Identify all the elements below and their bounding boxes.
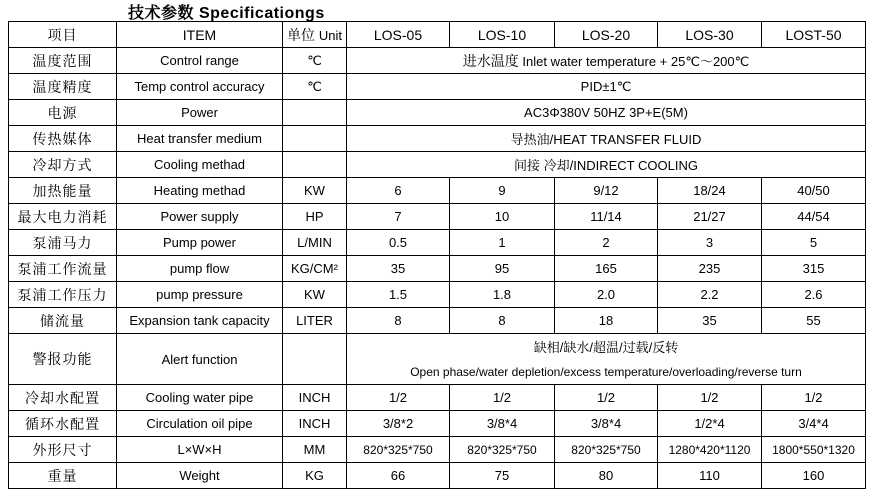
row-value: 55 [762,308,866,334]
row-value: 10 [450,204,555,230]
table-row [9,230,866,256]
header-model-5: LOST-50 [762,22,866,48]
row-unit: INCH [283,385,347,411]
table-row [9,437,866,463]
row-value: 2.0 [555,282,658,308]
row-value: 1800*550*1320 [762,437,866,463]
row-label-cn: 泵浦工作流量 [9,256,117,282]
row-label-cn: 加热能量 [9,178,117,204]
table-row [9,334,866,360]
row-value: 35 [658,308,762,334]
table-row [9,282,866,308]
row-label-en: pump pressure [117,282,283,308]
row-label-en: Cooling methad [117,152,283,178]
row-value: 35 [347,256,450,282]
table-row [9,308,866,334]
row-value: 75 [450,463,555,489]
row-label-cn: 传热媒体 [9,126,117,152]
header-unit-cn: 单位 [286,26,315,43]
row-label-en: Control range [117,48,283,74]
row-unit [283,126,347,152]
page-title [128,0,325,23]
row-span-value: 导热油/HEAT TRANSFER FLUID [347,126,866,152]
row-unit [283,100,347,126]
specifications-table [8,21,866,489]
row-value: 18 [555,308,658,334]
row-span-value: 间接 冷却/INDIRECT COOLING [347,152,866,178]
row-label-en: Cooling water pipe [117,385,283,411]
row-value: 1/2*4 [658,411,762,437]
table-row [9,126,866,152]
row-value: 2.6 [762,282,866,308]
row-value: 11/14 [555,204,658,230]
row-label-cn: 温度精度 [9,74,117,100]
header-item-en: ITEM [117,22,283,48]
page-title-en: Specificationgs [198,5,325,22]
row-unit: L/MIN [283,230,347,256]
header-model-4: LOS-30 [658,22,762,48]
row-label-cn: 泵浦马力 [9,230,117,256]
header-model-1: LOS-05 [347,22,450,48]
row-value: 820*325*750 [450,437,555,463]
row-value: 8 [450,308,555,334]
row-label-en: Pump power [117,230,283,256]
table-row [9,48,866,74]
row-label-en: Heat transfer medium [117,126,283,152]
row-label-cn: 冷却方式 [9,152,117,178]
row-label-cn: 储流量 [9,308,117,334]
row-unit: KG [283,463,347,489]
row-unit: ℃ [283,74,347,100]
row-label-en: Power supply [117,204,283,230]
table-row [9,385,866,411]
row-value: 160 [762,463,866,489]
row-value: 1/2 [658,385,762,411]
row-unit: KW [283,178,347,204]
row-unit [283,152,347,178]
table-row [9,100,866,126]
row-label-en: Temp control accuracy [117,74,283,100]
row-span-value: PID±1℃ [347,74,866,100]
page-title-cn: 技术参数 [128,5,195,22]
row-unit: MM [283,437,347,463]
table-header-row [9,22,866,48]
row-value: 40/50 [762,178,866,204]
table-row [9,256,866,282]
row-label-cn: 循环水配置 [9,411,117,437]
row-value: 110 [658,463,762,489]
row-label-cn: 外形尺寸 [9,437,117,463]
row-label-cn: 冷却水配置 [9,385,117,411]
row-label-cn: 最大电力消耗 [9,204,117,230]
row-unit: LITER [283,308,347,334]
row-value: 0.5 [347,230,450,256]
row-value: 315 [762,256,866,282]
row-value: 820*325*750 [347,437,450,463]
row-value: 8 [347,308,450,334]
row-value: 1280*420*1120 [658,437,762,463]
row-label-en: Circulation oil pipe [117,411,283,437]
row-label-en: Weight [117,463,283,489]
row-span-value-cn: 进水温度 [462,52,519,69]
row-value: 2.2 [658,282,762,308]
row-value: 3/4*4 [762,411,866,437]
row-label-en: pump flow [117,256,283,282]
header-unit [283,22,347,48]
row-label-en: Power [117,100,283,126]
row-value: 3 [658,230,762,256]
row-span-value-en: Inlet water temperature + 25℃～200℃ [522,53,750,69]
table-row [9,463,866,489]
row-label-cn: 电源 [9,100,117,126]
row-value: 80 [555,463,658,489]
row-label-cn: 警报功能 [9,334,117,385]
table-row [9,178,866,204]
table-row [9,152,866,178]
row-span-value-cn: 缺相/缺水/超温/过载/反转 [347,334,866,360]
row-label-cn: 泵浦工作压力 [9,282,117,308]
header-unit-en: Unit [318,27,342,43]
row-value: 1/2 [555,385,658,411]
row-value: 9 [450,178,555,204]
table-row [9,74,866,100]
row-span-value: AC3Φ380V 50HZ 3P+E(5M) [347,100,866,126]
table-row [9,411,866,437]
row-value: 7 [347,204,450,230]
row-unit: ℃ [283,48,347,74]
row-value: 18/24 [658,178,762,204]
header-model-3: LOS-20 [555,22,658,48]
row-unit: INCH [283,411,347,437]
row-value: 21/27 [658,204,762,230]
row-value: 1.8 [450,282,555,308]
row-value: 44/54 [762,204,866,230]
row-label-en: L×W×H [117,437,283,463]
row-value: 165 [555,256,658,282]
row-label-cn: 重量 [9,463,117,489]
row-value: 2 [555,230,658,256]
row-value: 820*325*750 [555,437,658,463]
row-span-value [347,48,866,74]
row-label-cn: 温度范围 [9,48,117,74]
row-value: 3/8*2 [347,411,450,437]
row-span-value-en: Open phase/water depletion/excess temperature/overloading/reverse turn [347,359,866,385]
table-row [9,204,866,230]
row-value: 95 [450,256,555,282]
row-value: 1/2 [450,385,555,411]
row-label-en: Alert function [117,334,283,385]
row-unit: HP [283,204,347,230]
header-model-2: LOS-10 [450,22,555,48]
row-value: 235 [658,256,762,282]
row-value: 5 [762,230,866,256]
row-label-en: Expansion tank capacity [117,308,283,334]
row-value: 6 [347,178,450,204]
row-value: 66 [347,463,450,489]
row-unit [283,334,347,385]
header-item-cn: 项目 [9,22,117,48]
row-value: 1/2 [762,385,866,411]
row-unit: KW [283,282,347,308]
row-value: 1 [450,230,555,256]
row-value: 3/8*4 [555,411,658,437]
row-label-en: Heating methad [117,178,283,204]
row-value: 3/8*4 [450,411,555,437]
row-value: 1/2 [347,385,450,411]
row-unit: KG/CM² [283,256,347,282]
row-value: 9/12 [555,178,658,204]
row-value: 1.5 [347,282,450,308]
